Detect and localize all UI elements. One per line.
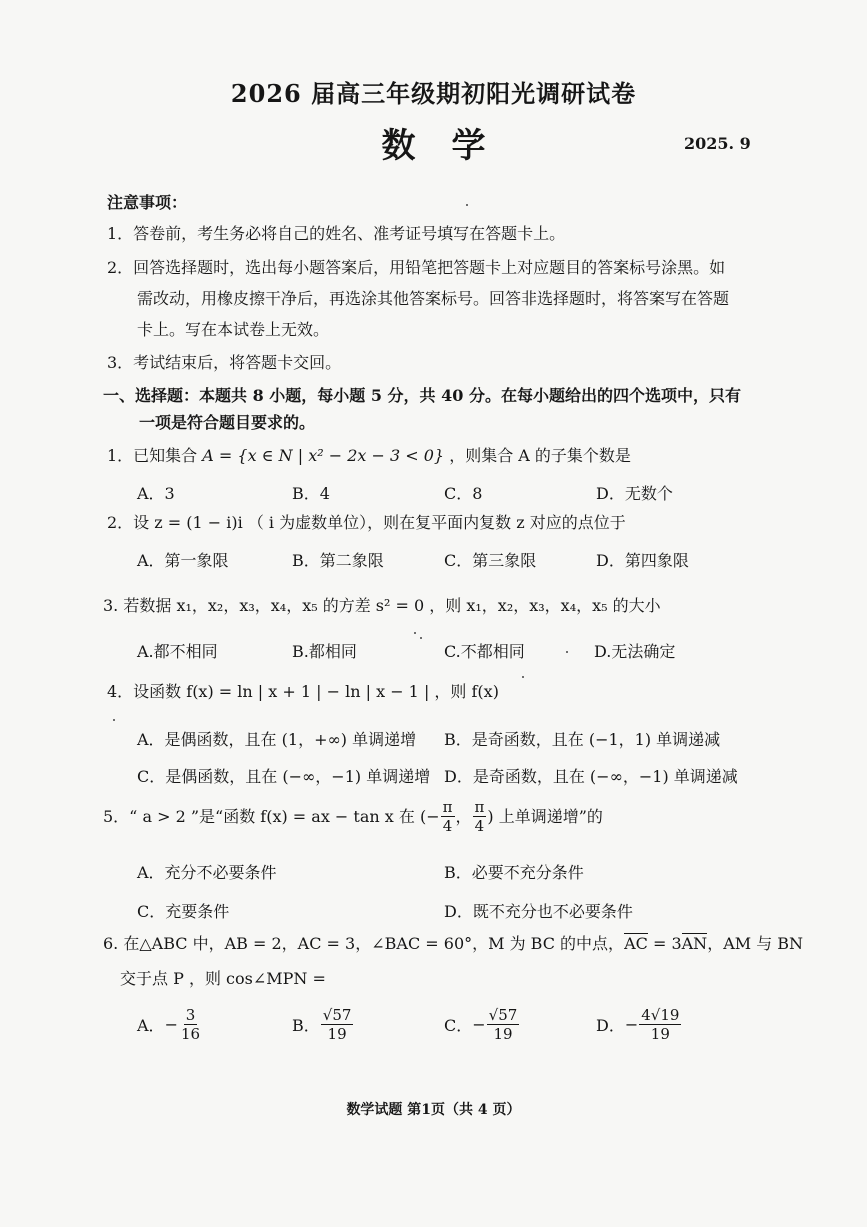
q5-prefix: 5．“ a > 2 ”是“函数 f(x) = ax − tan x 在 (− [103, 806, 440, 826]
fraction-numerator: 4√19 [641, 1006, 680, 1024]
scan-speck [566, 651, 568, 653]
fraction-denominator: 4 [474, 817, 485, 835]
q6-text-a: 6. 在△ABC 中，AB = 2，AC = 3，∠BAC = 60°，M 为 BC 的中点， [103, 934, 625, 953]
fraction-denominator: 19 [493, 1025, 513, 1043]
question-4: 4．设函数 f(x) = ln | x + 1 | − ln | x − 1 | ，则 f(x) [107, 682, 499, 701]
question-6-cont: 交于点 P ，则 cos∠MPN = [120, 969, 326, 988]
q6-option-c [444, 1006, 520, 1043]
option-label: B． [292, 1016, 320, 1035]
question-6 [103, 933, 803, 955]
fraction-numerator: 3 [185, 1006, 196, 1024]
fraction-denominator: 19 [327, 1025, 347, 1043]
q5-fraction-left [441, 798, 455, 835]
fraction-numerator: π [442, 798, 453, 816]
question-1 [107, 445, 631, 467]
q3-option-c: C.不都相同 [444, 642, 525, 661]
section-heading: 一、选择题：本题共 8 小题，每小题 5 分，共 40 分。在每小题给出的四个选项中，只有 [103, 386, 741, 405]
q5-comma: ， [455, 806, 472, 826]
scan-speck [420, 637, 422, 639]
q6-text-b: ，AM 与 BN [707, 934, 804, 953]
fraction-denominator: 4 [442, 817, 453, 835]
fraction-numerator: √57 [322, 1006, 352, 1024]
q5-option-d: D．既不充分也不必要条件 [444, 902, 633, 921]
option-sign: − [624, 1015, 639, 1034]
q5-option-a: A．充分不必要条件 [137, 863, 277, 882]
q4-option-d: D．是奇函数，且在 (−∞，−1) 单调递减 [444, 767, 738, 786]
q5-option-b: B．必要不充分条件 [444, 863, 584, 882]
question-3: 3. 若数据 x₁，x₂，x₃，x₄，x₅ 的方差 s² = 0 ，则 x₁，x₂，x₃，x₄，x₅ 的大小 [103, 596, 661, 615]
note-item: 卡上。写在本试卷上无效。 [137, 320, 330, 339]
page-footer: 数学试题 第1页（共 4 页） [346, 1102, 521, 1118]
exam-date: 2025. 9 [684, 134, 751, 153]
exam-title: 2026 届高三年级期初阳光调研试卷 [230, 79, 637, 108]
q5-suffix: ) 上单调递增”的 [487, 806, 603, 826]
option-label: A． [137, 1016, 165, 1035]
q4-option-c: C．是偶函数，且在 (−∞，−1) 单调递增 [137, 767, 431, 786]
q1-prefix: 1．已知集合 [107, 446, 198, 465]
q1-option-a: A．3 [137, 484, 175, 503]
option-fraction [639, 1006, 681, 1043]
fraction-numerator: π [474, 798, 485, 816]
q6-option-b [292, 1006, 354, 1043]
q1-set: A = {x ∈ N | x² − 2x − 3 < 0} [202, 446, 445, 465]
fraction-numerator: √57 [488, 1006, 518, 1024]
notes-heading: 注意事项： [107, 193, 188, 212]
q4-option-b: B．是奇函数，且在 (−1，1) 单调递减 [444, 730, 721, 749]
q1-option-c: C．8 [444, 484, 483, 503]
option-label: D． [596, 1016, 625, 1035]
subject-title: 数学 [381, 126, 522, 166]
option-sign: − [472, 1015, 486, 1034]
option-sign: − [164, 1015, 178, 1034]
section-heading-cont: 一项是符合题目要求的。 [139, 413, 316, 432]
q2-option-a: A．第一象限 [137, 551, 229, 570]
scan-speck [466, 204, 468, 206]
scan-speck [414, 632, 416, 634]
q2-option-b: B．第二象限 [292, 551, 384, 570]
note-item: 2．回答选择题时，选出每小题答案后，用铅笔把答题卡上对应题目的答案标号涂黑。如 [107, 258, 726, 277]
option-fraction [321, 1006, 354, 1043]
q1-option-d: D．无数个 [596, 484, 673, 503]
q1-suffix: ，则集合 A 的子集个数是 [449, 446, 631, 465]
fraction-denominator: 16 [180, 1025, 201, 1043]
note-item: 3．考试结束后，将答题卡交回。 [107, 353, 342, 372]
vector-an: AN [681, 934, 708, 953]
note-item: 1．答卷前，考生务必将自己的姓名、准考证号填写在答题卡上。 [107, 224, 566, 243]
q1-option-b: B．4 [292, 484, 330, 503]
fraction-denominator: 19 [650, 1025, 670, 1043]
question-2: 2．设 z = (1 − i)i （ i 为虚数单位），则在复平面内复数 z 对应的点位于 [107, 513, 626, 532]
vector-ac: AC [624, 934, 648, 953]
option-label: C． [444, 1016, 473, 1035]
q3-option-b: B.都相同 [292, 642, 357, 661]
q3-option-d: D.无法确定 [594, 642, 676, 661]
q6-option-a [137, 1006, 203, 1043]
scan-speck [522, 676, 524, 678]
q5-option-c: C．充要条件 [137, 902, 230, 921]
q6-option-d [596, 1006, 682, 1043]
option-fraction [487, 1006, 520, 1043]
q5-fraction-right [473, 798, 487, 835]
q3-option-a: A.都不相同 [137, 642, 218, 661]
q6-eq: = 3 [647, 934, 682, 953]
q2-option-d: D．第四象限 [596, 551, 689, 570]
note-item: 需改动，用橡皮擦干净后，再选涂其他答案标号。回答非选择题时，将答案写在答题 [137, 289, 730, 308]
scan-speck [113, 719, 115, 721]
q4-option-a: A．是偶函数，且在 (1，+∞) 单调递增 [137, 730, 417, 749]
question-5 [103, 798, 603, 835]
option-fraction [179, 1006, 202, 1043]
q2-option-c: C．第三象限 [444, 551, 537, 570]
